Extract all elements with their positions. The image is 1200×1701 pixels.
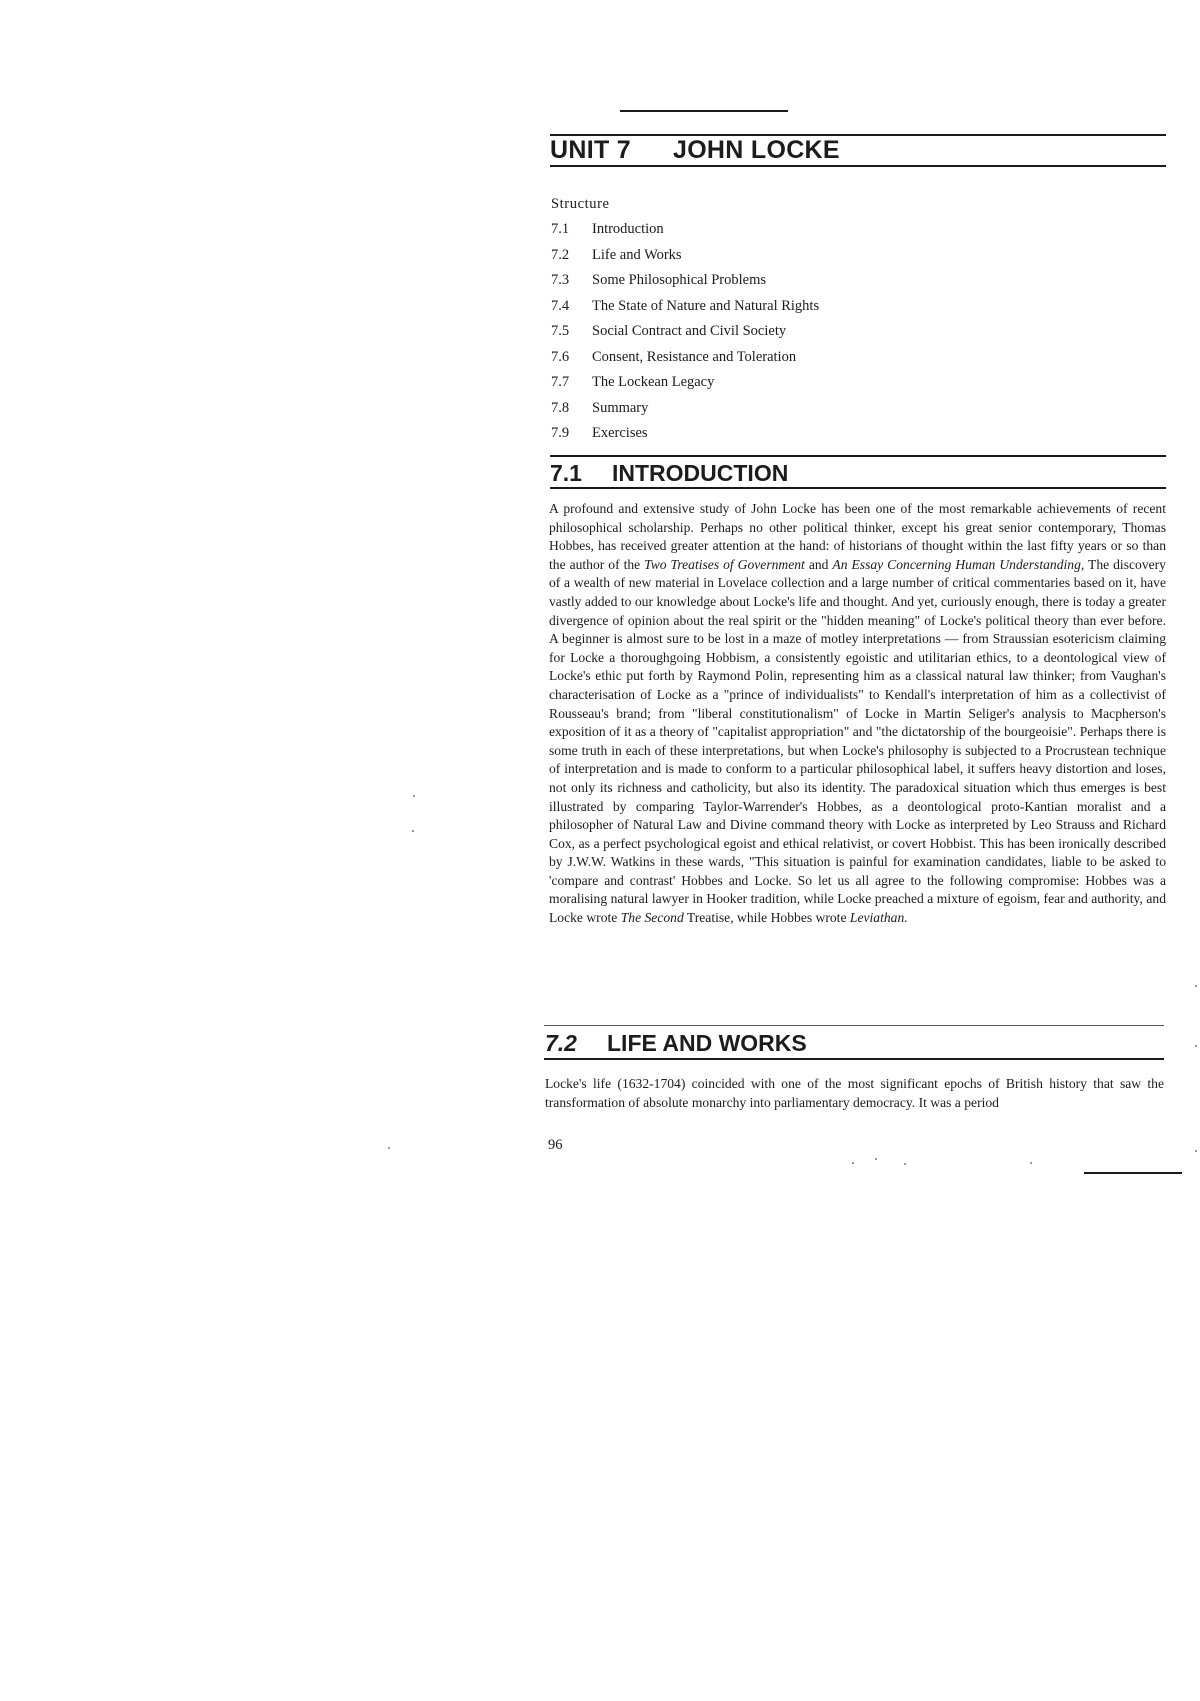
- scan-speck: [1195, 1150, 1197, 1152]
- life-heading: [545, 1030, 807, 1057]
- life-section-number: 7.2: [545, 1030, 577, 1056]
- toc-item-number: 7.8: [551, 399, 570, 416]
- scan-speck: [1195, 985, 1197, 987]
- toc-item-title: The State of Nature and Natural Rights: [592, 297, 820, 314]
- toc-item-number: 7.9: [551, 425, 570, 441]
- intro-paragraph: [549, 500, 1166, 928]
- toc-item-title: Summary: [592, 399, 649, 416]
- scan-speck: [1195, 1045, 1197, 1047]
- scan-speck: [388, 1147, 390, 1149]
- intro-section-number: 7.1: [550, 460, 582, 486]
- intro-heading: [550, 460, 788, 487]
- life-rule-bottom: [544, 1058, 1164, 1060]
- toc-item-title: Life and Works: [592, 246, 682, 263]
- scan-speck: [412, 830, 414, 832]
- intro-text-part: The discovery of a wealth of new material in Lovelace collection and a large number of critical commentaries based on it, have vastly added to our knowledge about Locke's life and thought. And yet, curiously enough, there is today a greater divergence of opinion about the real spirit or the "hidden meaning" of Locke's political theory than ever before. A beginner is almost sure to be lost in a maze of motley interpretations — from Straussian esotericism claiming for Locke a thoroughgoing Hobbism, a consistently egoistic and utilitarian ethics, to a deontological view of Locke's ethic put forth by Raymond Polin, representing him as a classical natural law thinker; from Vaughan's characterisation of Locke as a "prince of individualists" to Kendall's interpretation of him as a collectivist of Rousseau's brand; from "liberal constitutionalism" of Locke in Martin Seliger's analysis to Macpherson's exposition of it as a theory of "capitalist appropriation" and "the dictatorship of the bourgeoisie". Perhaps there is some truth in each of these interpretations, but when Locke's philosophy is subjected to a Procrustean technique of interpretation and is made to conform to a particular philosophical label, it suffers heavy distortion and loses, not only its richness and catholicity, but also its identity. The paradoxical situation which thus emerges is best illustrated by comparing Taylor-Warrender's Hobbes, as a deontological proto-Kantian moralist and a philosopher of Natural Law and Divine command theory with Locke as interpreted by Leo Strauss and Richard Cox, as a perfect psychological egoist and ethical relativist, or covert Hobbist. This has been ironically described by J.W.W. Watkins in these wards, "This situation is painful for examination candidates, liable to be asked to 'compare and contrast' Hobbes and Locke. So let us all agree to the following compromise: Hobbes was a moralising natural lawyer in Hooker tradition, while Locke preached a mixture of egoism, fear and authority, and Locke wrote: [549, 556, 1166, 926]
- toc-item-title: Exercises: [592, 425, 648, 441]
- page-number: 96: [548, 1137, 563, 1153]
- life-paragraph: Locke's life (1632-1704) coincided with one of the most significant epochs of British history that saw the transformation of absolute monarchy into parliamentary democracy. It was a period: [545, 1076, 1164, 1110]
- bottom-right-rule: [1084, 1172, 1182, 1174]
- unit-label: UNIT 7: [550, 136, 631, 164]
- toc-item-number: 7.2: [551, 246, 570, 263]
- toc-item-title: Social Contract and Civil Society: [592, 323, 787, 339]
- work-title: An Essay Concerning Human Understanding,: [832, 556, 1085, 572]
- toc-item-number: 7.6: [551, 348, 570, 365]
- work-title: Leviathan.: [849, 910, 908, 926]
- toc-item-number: 7.3: [551, 272, 570, 288]
- scan-speck: [852, 1162, 854, 1164]
- unit-rule-bottom: [550, 165, 1166, 167]
- toc-item-title: Introduction: [592, 221, 664, 237]
- structure-label: Structure: [551, 196, 610, 212]
- toc-item-number: 7.5: [551, 323, 570, 339]
- unit-title: JOHN LOCKE: [672, 136, 840, 164]
- scan-speck: [413, 795, 415, 797]
- toc-item-number: 7.1: [551, 221, 570, 237]
- work-title: The Second: [620, 910, 684, 926]
- top-short-rule: [620, 110, 788, 112]
- unit-heading: [550, 136, 840, 165]
- intro-rule-bottom: [550, 487, 1166, 489]
- toc-item-number: 7.4: [551, 297, 570, 314]
- toc-item-title: The Lockean Legacy: [592, 374, 715, 390]
- toc-item-number: 7.7: [551, 374, 570, 390]
- life-section-title: LIFE AND WORKS: [607, 1030, 807, 1056]
- scan-speck: [875, 1158, 877, 1160]
- intro-text-part: and: [804, 556, 833, 572]
- intro-text-part: Treatise, while Hobbes wrote: [683, 910, 850, 926]
- intro-rule-top: [550, 455, 1166, 457]
- toc-item-title: Some Philosophical Problems: [592, 272, 766, 288]
- life-rule-top: [544, 1025, 1164, 1026]
- scan-speck: [1030, 1162, 1032, 1164]
- work-title: Two Treatises of Government: [644, 556, 805, 572]
- toc-item-title: Consent, Resistance and Toleration: [592, 348, 797, 365]
- scan-speck: [904, 1163, 906, 1165]
- intro-section-title: INTRODUCTION: [612, 460, 789, 486]
- intro-text-part: A profound and extensive study of John Locke has been one of the most remarkable achievements of recent philosophical scholarship. Perhaps no other political thinker, except his great senior contemporary, Thomas Hobbes, has received greater attention at the hand: of historians of thought within the last fifty years or so than the author of the: [549, 501, 1166, 572]
